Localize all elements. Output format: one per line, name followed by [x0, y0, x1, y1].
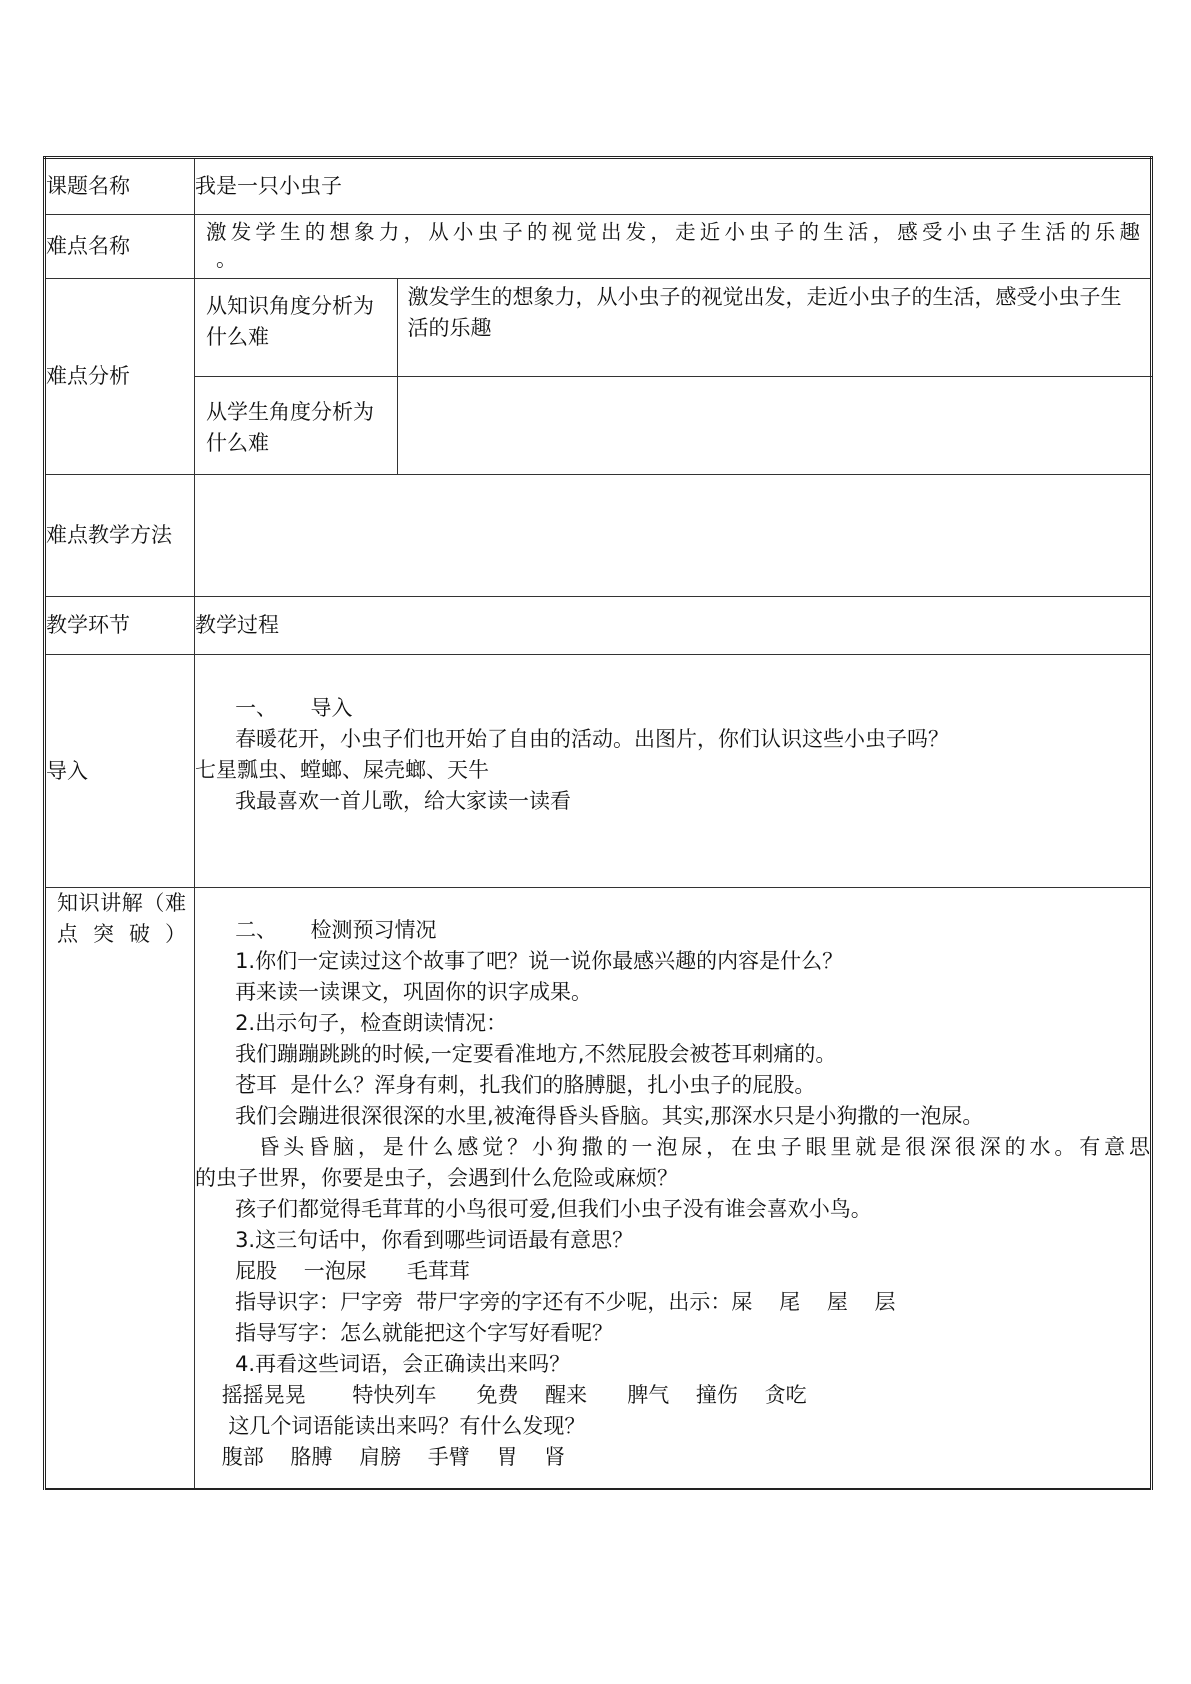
process-line: 我们蹦蹦跳跳的时候,一定要看准地方,不然屁股会被苍耳刺痛的。 — [195, 1042, 837, 1066]
process-line: 指导写字：怎么就能把这个字写好看呢？ — [195, 1321, 614, 1345]
process-line: 腹部 胳膊 肩膀 手臂 胃 肾 — [195, 1445, 566, 1469]
process-line: 我们会蹦进很深很深的水里,被淹得昏头昏脑。其实,那深水只是小狗撒的一泡尿。 — [195, 1104, 984, 1128]
knowledge-angle-label: 从知识角度分析为什么难 — [195, 279, 397, 376]
knowledge-angle-value: 激发学生的想象力，从小虫子的视觉出发，走近小虫子的生活，感受小虫子生活的乐趣 — [407, 285, 1122, 340]
process-header-label: 教学过程 — [195, 597, 1152, 655]
intro-label: 导入 — [45, 655, 195, 888]
difficulty-name-line1: 激发学生的想象力，从小虫子的视觉出发，走近小虫子的生活，感受小虫子生活的乐趣 — [206, 220, 1140, 244]
row-difficulty-name — [45, 215, 1152, 279]
knowledge-explain-process — [195, 888, 1152, 1489]
difficulty-name-label: 难点名称 — [45, 215, 195, 279]
row-topic — [45, 158, 1152, 215]
process-line: 这几个词语能读出来吗？有什么发现？ — [195, 1414, 586, 1438]
topic-label: 课题名称 — [45, 158, 195, 215]
teaching-method-value — [195, 475, 1152, 597]
row-difficulty-analysis — [45, 279, 1152, 475]
analysis-knowledge-row — [195, 279, 1152, 376]
row-header — [45, 597, 1152, 655]
process-line: 孩子们都觉得毛茸茸的小鸟很可爱,但我们小虫子没有谁会喜欢小鸟。 — [195, 1197, 872, 1221]
intro-line: 七星瓢虫、螳螂、屎壳螂、天牛 — [195, 758, 489, 782]
lesson-plan-sheet — [43, 156, 1150, 1490]
row-teaching-method — [45, 475, 1152, 597]
process-line: 屁股 一泡尿 毛茸茸 — [195, 1259, 470, 1283]
process-line: 再来读一读课文，巩固你的识字成果。 — [195, 980, 593, 1004]
analysis-student-row — [195, 376, 1152, 474]
intro-process — [195, 655, 1152, 888]
difficulty-name-line2: 。 — [216, 247, 237, 271]
student-angle-label: 从学生角度分析为什么难 — [195, 376, 397, 474]
teaching-method-label: 难点教学方法 — [45, 475, 195, 597]
intro-line: 一、 导入 — [195, 696, 353, 720]
row-intro — [45, 655, 1152, 888]
topic-value: 我是一只小虫子 — [195, 158, 1152, 215]
difficulty-analysis-label: 难点分析 — [45, 279, 195, 475]
phase-header-label: 教学环节 — [45, 597, 195, 655]
analysis-subtable — [195, 279, 1152, 474]
process-line: 3.这三句话中，你看到哪些词语最有意思？ — [195, 1228, 634, 1252]
process-line: 昏头昏脑，是什么感觉？小狗撒的一泡尿，在虫子眼里就是很深很深的水。有意思 — [195, 1135, 1150, 1159]
process-line: 4.再看这些词语，会正确读出来吗？ — [195, 1352, 571, 1376]
difficulty-analysis-cell — [195, 279, 1152, 475]
student-angle-value — [397, 376, 1152, 474]
lesson-plan-table — [43, 156, 1153, 1490]
process-line: 1.你们一定读过这个故事了吧？说一说你最感兴趣的内容是什么？ — [195, 949, 844, 973]
process-line: 摇摇晃晃 特快列车 免费 醒来 脾气 撞伤 贪吃 — [195, 1383, 807, 1407]
knowledge-explain-label-cell — [45, 888, 195, 1489]
process-line: 指导识字：尸字旁 带尸字旁的字还有不少呢，出示：屎 尾 屋 层 — [195, 1290, 896, 1314]
knowledge-explain-label: 知识讲解（难点突破） — [57, 891, 186, 946]
process-line: 二、 检测预习情况 — [195, 918, 437, 942]
process-line: 苍耳 是什么？浑身有刺，扎我们的胳膊腿，扎小虫子的屁股。 — [195, 1073, 816, 1097]
intro-line: 我最喜欢一首儿歌，给大家读一读看 — [195, 789, 572, 813]
process-line: 的虫子世界，你要是虫子，会遇到什么危险或麻烦？ — [195, 1166, 678, 1190]
difficulty-name-value — [195, 215, 1152, 279]
row-knowledge-explain — [45, 888, 1152, 1489]
intro-line: 春暖花开，小虫子们也开始了自由的活动。出图片，你们认识这些小虫子吗？ — [195, 727, 950, 751]
process-line: 2.出示句子，检查朗读情况： — [195, 1011, 508, 1035]
